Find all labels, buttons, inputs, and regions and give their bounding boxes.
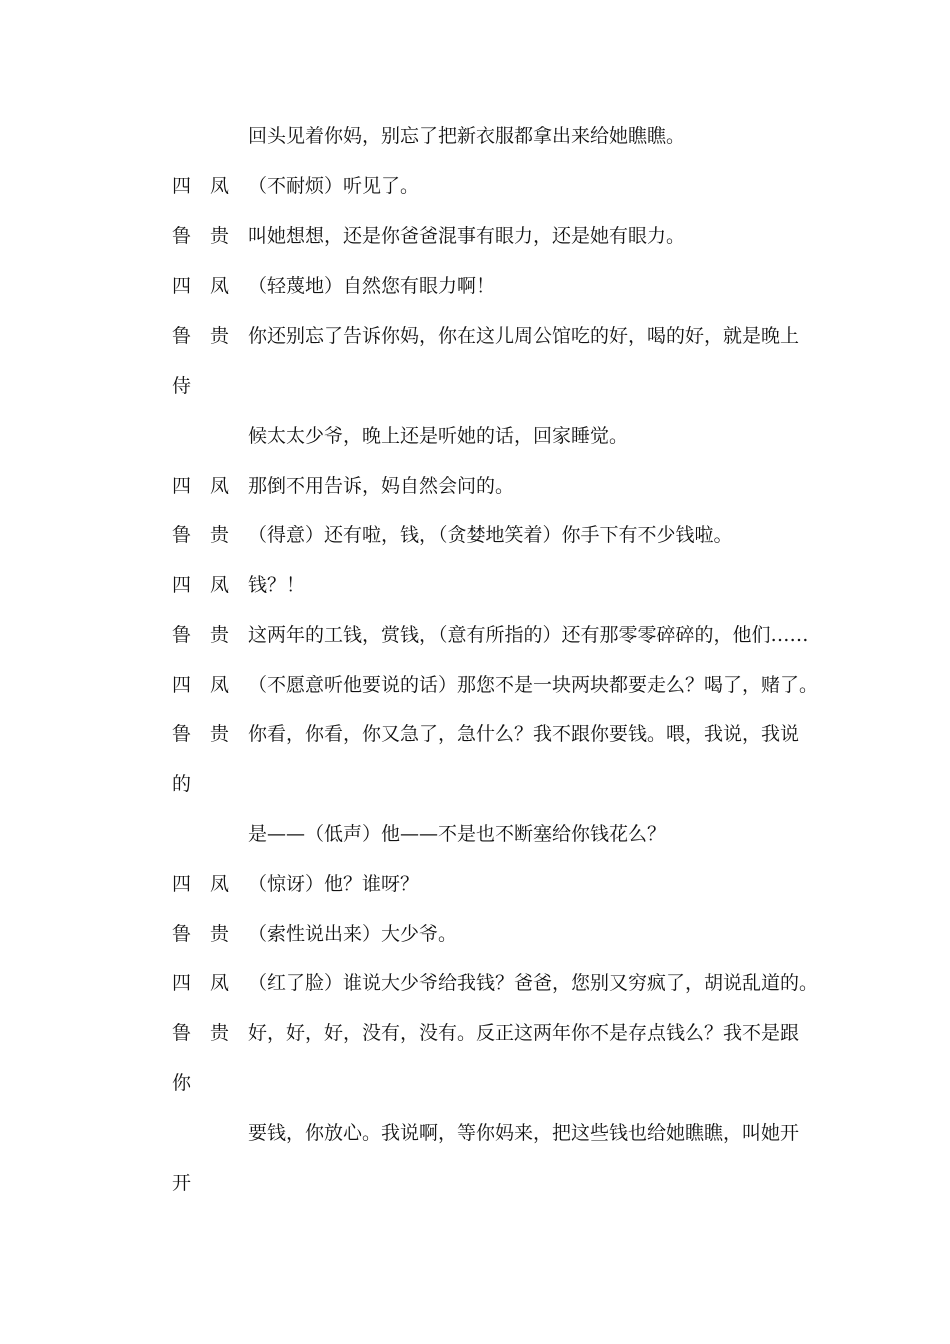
dialogue-line: 鲁 贵 （索性说出来）大少爷。 (0, 914, 950, 954)
wrapped-character: 侍 (172, 375, 192, 397)
dialogue-line: 四 凤 （惊讶）他？谁呀？ (0, 864, 950, 904)
wrapped-character: 开 (172, 1172, 192, 1194)
dialogue-text: 钱？！ (248, 574, 306, 596)
dialogue-text: 你还别忘了告诉你妈，你在这儿周公馆吃的好，喝的好，就是晚上 (248, 325, 800, 347)
continuation-line (0, 416, 950, 456)
dialogue-text: 回头见着你妈，别忘了把新衣服都拿出来给她瞧瞧。 (248, 125, 686, 147)
dialogue-text: 候太太少爷，晚上还是听她的话，回家睡觉。 (248, 425, 629, 447)
continuation-line (0, 814, 950, 854)
wrapped-character: 你 (172, 1072, 192, 1094)
dialogue-line: 鲁 贵 这两年的工钱，赏钱，（意有所指的）还有那零零碎碎的，他们…… (0, 615, 950, 655)
dialogue-line: 鲁 贵 你看，你看，你又急了，急什么？我不跟你要钱。喂，我说，我说 (0, 714, 950, 754)
dialogue-text: 好，好，好，没有，没有。反正这两年你不是存点钱么？我不是跟 (248, 1022, 800, 1044)
wrapped-character: 的 (172, 773, 192, 795)
dialogue-text: （索性说出来）大少爷。 (248, 923, 458, 945)
dialogue-text: 这两年的工钱，赏钱，（意有所指的）还有那零零碎碎的，他们…… (248, 624, 809, 646)
wrapped-character-line (0, 1163, 950, 1203)
dialogue-line: 四 凤 钱？！ (0, 565, 950, 605)
stage-direction-line (0, 116, 950, 156)
dialogue-line: 四 凤 那倒不用告诉，妈自然会问的。 (0, 466, 950, 506)
dialogue-text: 是——（低声）他——不是也不断塞给你钱花么？ (248, 823, 667, 845)
dialogue-line: 鲁 贵 好，好，好，没有，没有。反正这两年你不是存点钱么？我不是跟 (0, 1013, 950, 1053)
dialogue-text: 你看，你看，你又急了，急什么？我不跟你要钱。喂，我说，我说 (248, 723, 800, 745)
dialogue-line: 鲁 贵 你还别忘了告诉你妈，你在这儿周公馆吃的好，喝的好，就是晚上 (0, 316, 950, 356)
dialogue-text: （不耐烦）听见了。 (248, 175, 420, 197)
dialogue-line: 鲁 贵 （得意）还有啦，钱，（贪婪地笑着）你手下有不少钱啦。 (0, 515, 950, 555)
dialogue-text: （惊讶）他？谁呀？ (248, 873, 420, 895)
wrapped-character-line (0, 764, 950, 804)
dialogue-text: （轻蔑地）自然您有眼力啊！ (248, 275, 496, 297)
dialogue-text: （不愿意听他要说的话）那您不是一块两块都要走么？喝了，赌了。 (248, 674, 819, 696)
dialogue-text: 要钱，你放心。我说啊，等你妈来，把这些钱也给她瞧瞧，叫她开 (248, 1122, 800, 1144)
continuation-line (0, 1113, 950, 1153)
dialogue-line: 四 凤 （轻蔑地）自然您有眼力啊！ (0, 266, 950, 306)
dialogue-line: 四 凤 （红了脸）谁说大少爷给我钱？爸爸，您别又穷疯了，胡说乱道的。 (0, 963, 950, 1003)
wrapped-character-line (0, 1063, 950, 1103)
wrapped-character-line (0, 366, 950, 406)
dialogue-line: 四 凤 （不愿意听他要说的话）那您不是一块两块都要走么？喝了，赌了。 (0, 665, 950, 705)
dialogue-line: 四 凤 （不耐烦）听见了。 (0, 166, 950, 206)
dialogue-text: 那倒不用告诉，妈自然会问的。 (248, 475, 515, 497)
dialogue-text: （红了脸）谁说大少爷给我钱？爸爸，您别又穷疯了，胡说乱道的。 (248, 972, 819, 994)
dialogue-text: 叫她想想，还是你爸爸混事有眼力，还是她有眼力。 (248, 225, 686, 247)
dialogue-text: （得意）还有啦，钱，（贪婪地笑着）你手下有不少钱啦。 (248, 524, 733, 546)
dialogue-line: 鲁 贵 叫她想想，还是你爸爸混事有眼力，还是她有眼力。 (0, 216, 950, 256)
